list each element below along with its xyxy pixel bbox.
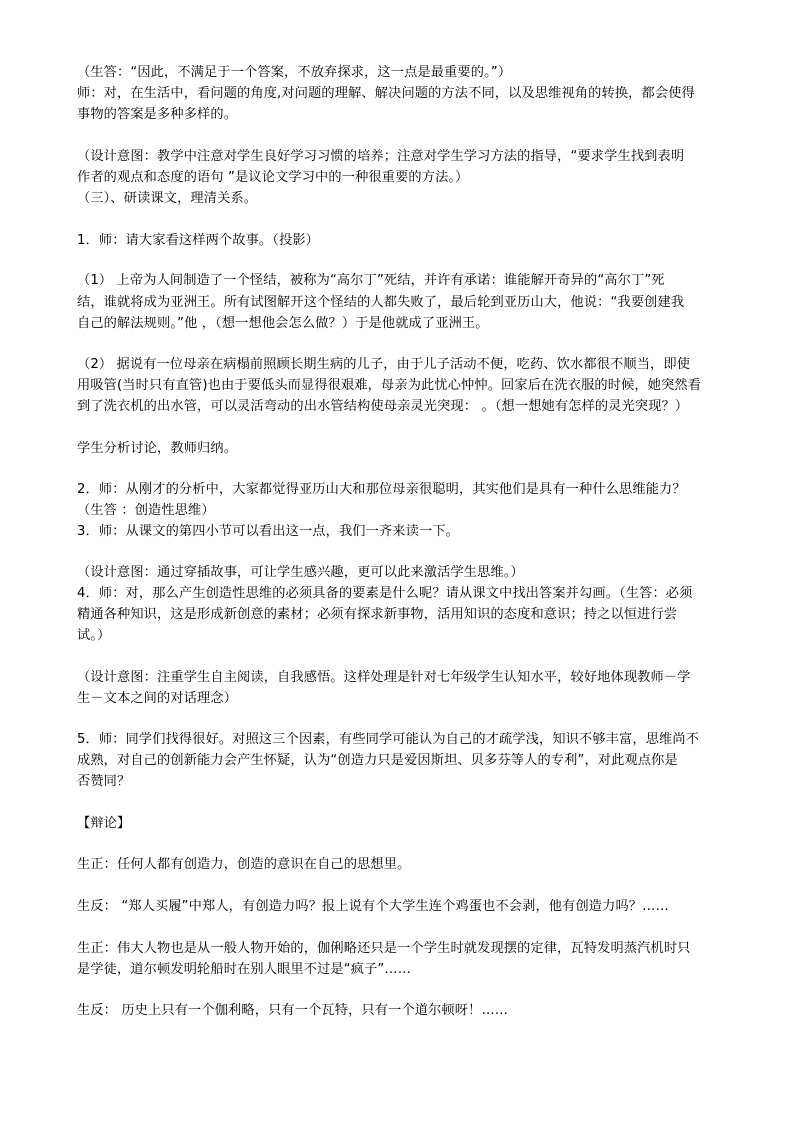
text-line: 成熟，对自己的创新能力会产生怀疑，认为“创造力只是爱因斯坦、贝多芬等人的专利”，对此观点你是	[77, 753, 678, 768]
text-line: 生－文本之间的对话理念）	[77, 691, 238, 706]
text-line: （设计意图：通过穿插故事，可让学生感兴趣，更可以此来激活学生思维。）	[77, 565, 524, 580]
text-line: 3．师：从课文的第四小节可以看出这一点，我们一齐来读一下。	[77, 524, 459, 539]
text-line: 试。）	[77, 628, 111, 643]
text-line: （生答 ：创造性思维）	[77, 503, 215, 518]
text-line: 生正：伟大人物也是从一般人物开始的，伽俐略还只是一个学生时就发现摆的定律，瓦特发明蒸汽机时只	[77, 941, 691, 956]
text-line: 否赞同？	[77, 774, 131, 789]
text-line: 师：对，在生活中，看问题的角度,对问题的理解、解决问题的方法不同，以及思维视角的转换，都会使得	[77, 86, 695, 101]
debate-heading: 【辩论】	[77, 816, 131, 831]
text-line: 4．师：对，那么产生创造性思维的必须具备的要素是什么呢？请从课文中找出答案并勾画。（生答：必须	[77, 586, 693, 601]
text-line: 是学徒，道尔顿发明轮船时在别人眼里不过是“疯子”……	[77, 962, 412, 977]
text-line: 生正：任何人都有创造力，创造的意识在自己的思想里。	[77, 857, 411, 872]
text-line: 结，谁就将成为亚洲王。所有试图解开这个怪结的人都失败了，最后轮到亚历山大，他说：“我要创建我	[77, 295, 685, 310]
section-heading: （三）、研读课文，理清关系。	[77, 191, 258, 206]
text-line: （设计意图：注重学生自主阅读，自我感悟。这样处理是针对七年级学生认知水平，较好地体现教师－学	[77, 670, 691, 685]
text-line: 学生分析讨论，教师归纳。	[77, 441, 238, 456]
text-line: 2．师：从刚才的分析中，大家都觉得亚历山大和那位母亲很聪明，其实他们是具有一种什么思维能力？	[77, 482, 686, 497]
text-line: 用吸管(当时只有直管)也由于要低头而显得很艰难，母亲为此忧心忡忡。回家后在洗衣服的时候，她突然看	[77, 378, 702, 393]
text-line: 生反： “郑人买履”中郑人，有创造力吗？报上说有个大学生连个鸡蛋也不会剥，他有创造力吗？……	[77, 899, 669, 914]
text-line: （1） 上帝为人间制造了一个怪结，被称为“高尔丁”死结，并许有承诺：谁能解开奇异的“高尔丁”死	[77, 273, 665, 288]
text-line: （生答：“因此，不满足于一个答案，不放弃探求，这一点是最重要的。”）	[77, 65, 512, 80]
text-line: 精通各种知识，这是形成新创意的素材；必须有探求新事物，活用知识的态度和意识；持之以恒进行尝	[77, 607, 678, 622]
text-line: 5．师：同学们找得很好。对照这三个因素，有些同学可能认为自己的才疏学浅，知识不够丰富，思维尚不	[77, 732, 700, 747]
text-line: 到了洗衣机的出水管，可以灵活弯动的出水管结构使母亲灵光突现： 。（想一想她有怎样的灵光突现？）	[77, 399, 689, 414]
text-line: 作者的观点和态度的语句 ”是议论文学习中的一种很重要的方法。）	[77, 170, 469, 185]
text-line: 自己的解法规则。”他 ，（想一想他会怎么做？）于是他就成了亚洲王。	[77, 316, 489, 331]
text-line: 事物的答案是多种多样的。	[77, 107, 238, 122]
text-line: 1．师：请大家看这样两个故事。（投影）	[77, 233, 320, 248]
text-line: 生反： 历史上只有一个伽利略，只有一个瓦特，只有一个道尔顿呀！……	[77, 1003, 509, 1018]
text-line: （设计意图：教学中注意对学生良好学习习惯的培养；注意对学生学习方法的指导，“要求学生找到表明	[77, 149, 685, 164]
text-line: （2） 据说有一位母亲在病榻前照顾长期生病的儿子，由于儿子活动不便，吃药、饮水都很不顺当，即使	[77, 357, 691, 372]
